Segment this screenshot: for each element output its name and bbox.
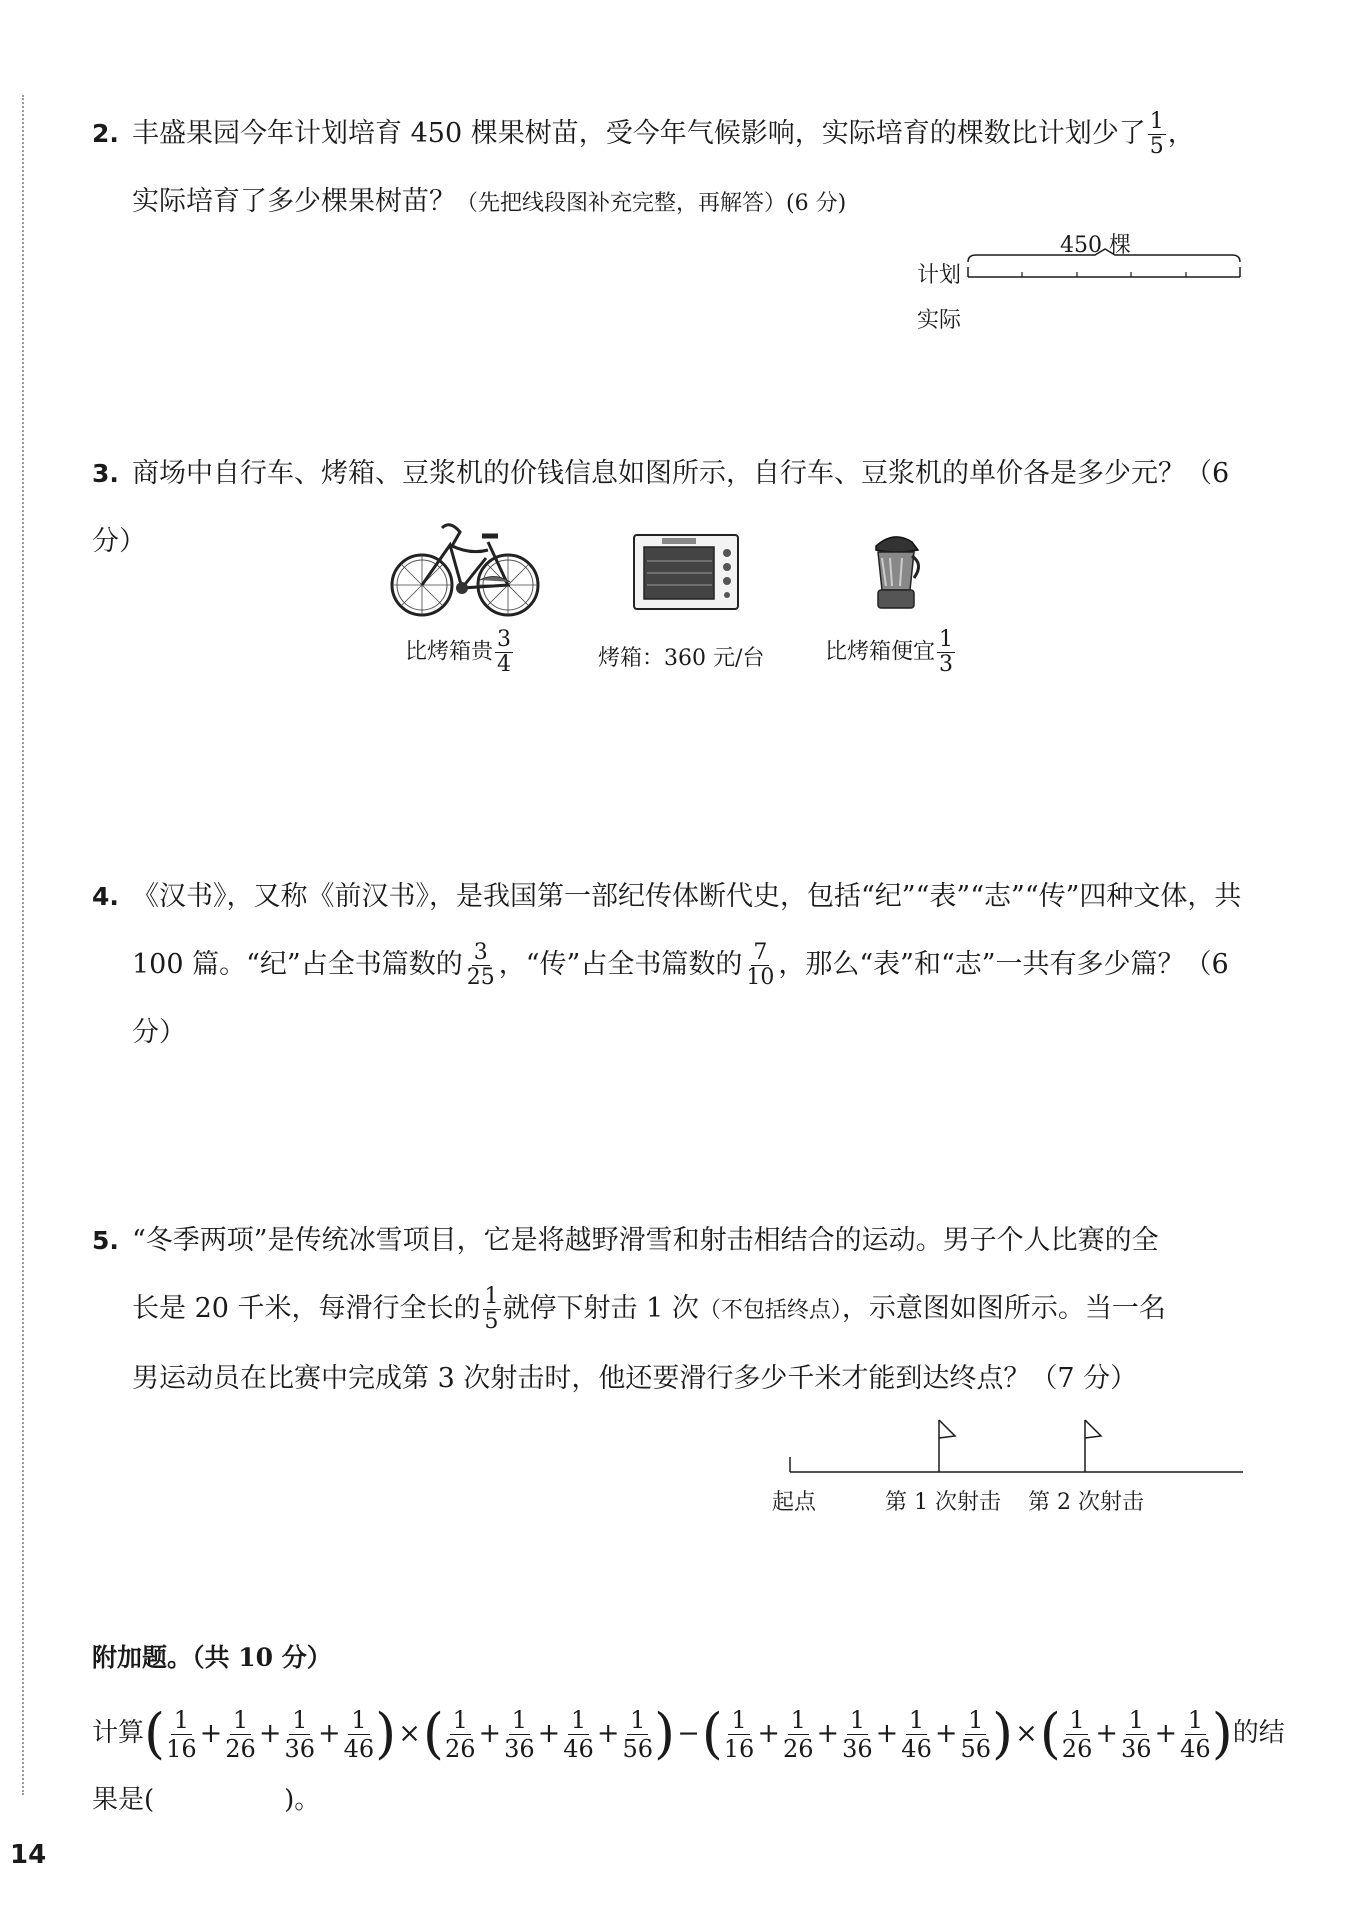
fraction <box>225 1706 256 1763</box>
fraction-numerator: 1 <box>627 1706 648 1735</box>
soymilk-maker-price-label: 比烤箱便宜 $\frac{1}{3}$ <box>825 627 954 677</box>
diagram-actual-label: 实际 <box>917 308 962 333</box>
fraction <box>166 1706 197 1763</box>
diagram-plan-label: 计划 <box>917 263 962 288</box>
fraction-numerator: 1 <box>568 1706 589 1735</box>
fraction-numerator: 1 <box>847 1706 868 1735</box>
fraction <box>724 1706 755 1763</box>
bonus-answer-line <box>92 1775 1262 1825</box>
close-paren: ) <box>992 1702 1014 1765</box>
fraction-denominator: 26 <box>444 1734 476 1763</box>
question-5: 5. “冬季两项”是传统冰雪项目，它是将越野滑雪和射击相结合的运动。男子个人比赛的全 长是 20 千米，每滑行全长的 $\frac{1}{5}$ 就停下射击 1 次（不包括终点），示意图如图所示。当一名 男运动员在比赛中完成第 3 次射击时，他还要滑行多少千米才能到达终点？（7 分） <box>92 1207 1262 1413</box>
open-paren: ( <box>422 1702 444 1765</box>
fraction: $\frac{3}{4}$ <box>497 627 512 677</box>
open-paren: ( <box>1039 1702 1061 1765</box>
fraction: $\frac{7}{10}$ <box>746 940 775 990</box>
plus-sign: + <box>1095 1718 1118 1749</box>
fraction-denominator: 26 <box>1061 1734 1093 1763</box>
fraction <box>1180 1706 1211 1763</box>
question-number: 5. <box>92 1226 119 1255</box>
fraction-numerator: 1 <box>788 1706 809 1735</box>
fraction-denominator: 16 <box>723 1734 755 1763</box>
plus-sign: + <box>199 1718 223 1749</box>
question-text: 《汉书》，又称《前汉书》，是我国第一部纪传体断代史，包括“纪”“表”“志”“传”四种文体，共 <box>132 881 1242 912</box>
fraction-numerator: 1 <box>965 1706 986 1735</box>
fraction-denominator: 26 <box>782 1734 814 1763</box>
close-paren: ) <box>1211 1702 1233 1765</box>
question-number: 4. <box>92 882 119 911</box>
fraction-numerator: 1 <box>1066 1706 1087 1735</box>
plus-sign: + <box>317 1718 341 1749</box>
fraction: $\frac{1}{5}$ <box>484 1284 499 1334</box>
fraction-numerator: 1 <box>230 1706 251 1735</box>
fraction-denominator: 46 <box>563 1734 594 1763</box>
question-2: 2. 丰盛果园今年计划培育 450 棵果树苗，受今年气候影响，实际培育的棵数比计划少了 $\frac{1}{5}$ ， 实际培育了多少棵果树苗？（先把线段图补充完整，再解答）(6 分) <box>92 100 1262 238</box>
plus-sign: + <box>934 1718 958 1749</box>
question-number: 3. <box>92 459 119 488</box>
start-point-label: 起点 <box>772 1490 817 1515</box>
plus-sign: + <box>757 1718 780 1749</box>
fraction <box>445 1706 476 1763</box>
question-text: 商场中自行车、烤箱、豆浆机的价钱信息如图所示，自行车、豆浆机的单价各是多少元？（6 分） <box>92 458 1230 557</box>
second-shot-label: 第 2 次射击 <box>1028 1490 1144 1515</box>
fraction-denominator: 46 <box>1180 1734 1211 1763</box>
soymilk-maker-image <box>866 528 926 613</box>
fraction-numerator: 1 <box>348 1706 369 1735</box>
times-sign: × <box>1015 1718 1038 1749</box>
bicycle-price-label: 比烤箱贵 $\frac{3}{4}$ <box>405 627 512 677</box>
bicycle-image <box>390 510 540 620</box>
fraction-numerator: 1 <box>450 1706 471 1735</box>
fraction <box>842 1706 873 1763</box>
fraction-denominator: 46 <box>901 1734 932 1763</box>
first-shot-label: 第 1 次射击 <box>885 1490 1001 1515</box>
plus-sign: + <box>478 1718 502 1749</box>
fraction <box>344 1706 375 1763</box>
fraction-denominator: 36 <box>842 1734 873 1763</box>
question-4: 4. 《汉书》，又称《前汉书》，是我国第一部纪传体断代史，包括“纪”“表”“志”“传”四种文体，共 100 篇。“纪”占全书篇数的 $\frac{3}{25}$ ，“传”占全书篇数的 $\frac{7}{10}$ ，那么“表”和“志”一共有多少篇？（6 分） <box>92 863 1262 1067</box>
fraction-denominator: 56 <box>622 1734 653 1763</box>
fraction-denominator: 36 <box>284 1734 315 1763</box>
fraction: $\frac{1}{5}$ <box>1149 109 1164 159</box>
bonus-expression: 计算( $\frac{1}{16}$ + $\frac{1}{26}$ + $\frac{1}{36}$ + $\frac{1}{46}$ )×( $\frac{1}{26}$ + $\frac{1}{36}$ + $\frac{1}{46}$ + $\frac{1}{56}$ )−( $\frac{1}{16}$ + $\frac{1}{26}$ + $\frac{1}{36}$ + $\frac{1}{46}$ + $\frac{1}{56}$ )×( $\frac{1}{26}$ + $\frac{1}{36}$ + $\frac{1}{46}$ )的结 <box>92 1702 1285 1765</box>
fraction <box>1062 1706 1093 1763</box>
fraction <box>504 1706 535 1763</box>
plus-sign: + <box>258 1718 282 1749</box>
fraction-denominator: 36 <box>504 1734 535 1763</box>
fraction-denominator: 16 <box>166 1734 197 1763</box>
minus-sign: − <box>677 1718 700 1749</box>
question-text: “冬季两项”是传统冰雪项目，它是将越野滑雪和射击相结合的运动。男子个人比赛的全 <box>132 1225 1159 1256</box>
fraction <box>783 1706 814 1763</box>
fraction-numerator: 1 <box>1185 1706 1206 1735</box>
answer-blank[interactable]: 果是( )。 <box>92 1785 321 1815</box>
close-paren: ) <box>654 1702 676 1765</box>
fraction <box>901 1706 932 1763</box>
score-label: (6 分) <box>786 191 847 216</box>
instruction-note: （先把线段图补充完整，再解答） <box>456 191 787 216</box>
question-text-line2: 实际培育了多少棵果树苗？ <box>132 186 456 217</box>
fraction <box>284 1706 315 1763</box>
fraction <box>563 1706 594 1763</box>
diagram-total-label: 450 棵 <box>1060 233 1131 258</box>
fraction-numerator: 1 <box>509 1706 530 1735</box>
fraction-numerator: 1 <box>171 1706 192 1735</box>
fraction-denominator: 46 <box>343 1734 375 1763</box>
fraction-numerator: 1 <box>728 1706 749 1735</box>
bonus-title: 附加题。（共 10 分） <box>92 1643 332 1672</box>
fraction-numerator: 1 <box>289 1706 310 1735</box>
fraction-numerator: 1 <box>906 1706 927 1735</box>
fraction: $\frac{1}{3}$ <box>939 627 954 677</box>
page-edge-dotted-line <box>22 95 24 1795</box>
fraction <box>1121 1706 1152 1763</box>
plus-sign: + <box>1154 1718 1178 1749</box>
oven-price-label: 烤箱：360 元/台 <box>598 646 765 671</box>
times-sign: × <box>398 1718 421 1749</box>
plus-sign: + <box>596 1718 620 1749</box>
plus-sign: + <box>816 1718 840 1749</box>
open-paren: ( <box>144 1702 166 1765</box>
fraction: $\frac{3}{25}$ <box>466 940 495 990</box>
plus-sign: + <box>875 1718 899 1749</box>
question-number: 2. <box>92 119 119 148</box>
fraction-denominator: 26 <box>225 1734 256 1763</box>
question-text: 丰盛果园今年计划培育 450 棵果树苗，受今年气候影响，实际培育的棵数比计划少了 <box>132 118 1146 149</box>
bonus-question <box>92 1633 1262 1683</box>
fraction <box>622 1706 653 1763</box>
fraction-numerator: 1 <box>1126 1706 1147 1735</box>
fraction <box>960 1706 991 1763</box>
fraction-denominator: 56 <box>960 1734 992 1763</box>
close-paren: ) <box>375 1702 397 1765</box>
oven-image <box>632 533 742 613</box>
plus-sign: + <box>537 1718 561 1749</box>
open-paren: ( <box>701 1702 723 1765</box>
page-number: 14 <box>10 1840 47 1870</box>
fraction-denominator: 36 <box>1120 1734 1152 1763</box>
